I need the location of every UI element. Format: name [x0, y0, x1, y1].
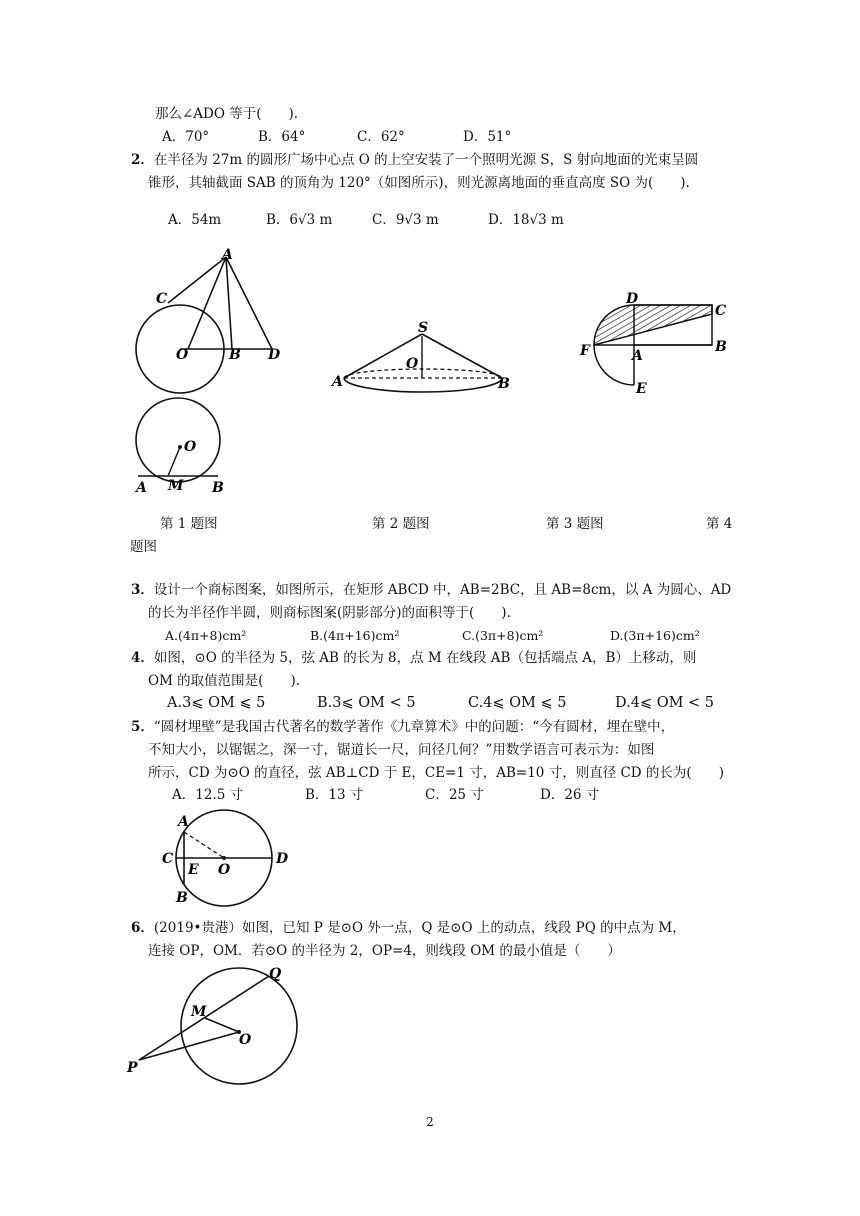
- f5-label-c: C: [162, 851, 174, 867]
- q4-stem-line1: 4．如图，⊙O 的半径为 5，弦 AB 的长为 8，点 M 在线段 AB（包括端点 A，B）上移动，则: [131, 650, 697, 666]
- f3-label-a: A: [632, 348, 643, 364]
- q1-option-a: A．70°: [162, 129, 210, 145]
- f4-label-b: B: [212, 480, 224, 496]
- q5-stem-line1: 5．“圆材埋壁”是我国古代著名的数学著作《九章算术》中的问题：“今有圆材，埋在壁中，: [131, 719, 675, 735]
- caption-fig3: 第 3 题图: [546, 516, 604, 532]
- f1-label-o: O: [176, 347, 189, 363]
- q5-stem-line3: 所示，CD 为⊙O 的直径，弦 AB⊥CD 于 E，CE=1 寸，AB=10 寸，则直径 CD 的长为( ): [148, 765, 724, 781]
- q1-option-d: D．51°: [463, 129, 512, 145]
- q2-stem-line2: 锥形，其轴截面 SAB 的顶角为 120°（如图所示)，则光源离地面的垂直高度 SO 为( ).: [148, 175, 690, 191]
- f6-label-m: M: [191, 1004, 207, 1020]
- f1-label-d: D: [268, 347, 281, 363]
- f4-label-m: M: [168, 478, 184, 494]
- q3-number: 3．: [131, 582, 154, 598]
- figure-1-tangent: [130, 245, 290, 395]
- q5-stem-line2: 不知大小，以锯锯之，深一寸，锯道长一尺，问径几何？”用数学语言可表示为：如图: [148, 742, 655, 758]
- f2-label-o: O: [406, 356, 419, 372]
- q4-number: 4．: [131, 650, 154, 666]
- f5-label-b: B: [176, 890, 188, 906]
- q5-option-d: D．26 寸: [540, 787, 600, 803]
- q3-stem-line2: 的长为半径作半圆，则商标图案(阴影部分)的面积等于( ).: [148, 605, 511, 621]
- q4-stem-line2: OM 的取值范围是( ).: [148, 673, 301, 689]
- q3-option-b: B.(4π+16)cm²: [310, 628, 400, 643]
- f5-label-a: A: [178, 814, 189, 830]
- f3-label-c: C: [715, 303, 727, 319]
- q4-option-b: B.3⩽ OM < 5: [317, 695, 416, 711]
- figure-4-chord: [128, 400, 238, 495]
- q2-stem-line1: 2．在半径为 27m 的圆形广场中心点 O 的上空安装了一个照明光源 S，S 射向地面的光束呈圆: [131, 152, 699, 168]
- f2-label-s: S: [418, 320, 429, 336]
- f4-label-o: O: [184, 439, 197, 455]
- caption-fig1: 第 1 题图: [160, 516, 218, 532]
- q4-option-c: C.4⩽ OM ⩽ 5: [468, 695, 567, 711]
- f2-label-b: B: [498, 376, 510, 392]
- f3-label-f: F: [580, 343, 590, 359]
- f4-label-a: A: [136, 480, 147, 496]
- caption-fig4-part1: 第 4: [706, 516, 733, 532]
- q4-option-a: A.3⩽ OM ⩽ 5: [167, 695, 266, 711]
- figure-2-cone: [330, 318, 520, 398]
- f1-label-b: B: [229, 347, 241, 363]
- q6-stem-line2: 连接 OP，OM．若⊙O 的半径为 2，OP=4，则线段 OM 的最小值是（ ）: [148, 943, 621, 959]
- f3-label-e: E: [636, 381, 647, 397]
- f5-label-d: D: [276, 851, 289, 867]
- q6-stem-line1: 6．(2019•贵港）如图，已知 P 是⊙O 外一点，Q 是⊙O 上的动点，线段 PQ 的中点为 M，: [131, 920, 686, 936]
- q6-number: 6．: [131, 920, 154, 936]
- q3-stem-line1: 3．设计一个商标图案，如图所示，在矩形 ABCD 中，AB=2BC，且 AB=8cm，以 A 为圆心、AD: [131, 582, 732, 598]
- f3-label-d: D: [626, 291, 639, 307]
- f3-label-b: B: [715, 339, 727, 355]
- f5-label-o: O: [218, 862, 231, 878]
- q3-option-d: D.(3π+16)cm²: [610, 628, 700, 643]
- q1-option-b: B．64°: [258, 129, 306, 145]
- page-number: 2: [426, 1115, 434, 1129]
- f1-label-a: A: [222, 247, 233, 263]
- q5-option-a: A．12.5 寸: [172, 787, 244, 803]
- q3-option-c: C.(3π+8)cm²: [462, 628, 544, 643]
- figure-3-shaded-logo: [570, 288, 740, 403]
- caption-fig4-part2: 题图: [130, 539, 157, 555]
- caption-fig2: 第 2 题图: [372, 516, 430, 532]
- q2-option-d: D．18√3 m: [488, 212, 564, 228]
- f6-label-q: Q: [269, 966, 282, 982]
- f6-label-p: P: [127, 1060, 138, 1076]
- q3-option-a: A.(4π+8)cm²: [165, 628, 247, 643]
- f5-label-e: E: [188, 862, 199, 878]
- f1-label-c: C: [156, 291, 168, 307]
- q2-option-c: C．9√3 m: [372, 212, 439, 228]
- q5-number: 5．: [131, 719, 154, 735]
- figure-5-round-timber: [158, 808, 298, 913]
- q4-option-d: D.4⩽ OM < 5: [615, 695, 715, 711]
- q1-stem-tail: 那么∠ADO 等于( ).: [155, 106, 299, 122]
- q2-option-a: A．54m: [168, 212, 222, 228]
- f6-label-o: O: [239, 1032, 252, 1048]
- q5-option-c: C．25 寸: [425, 787, 484, 803]
- q1-option-c: C．62°: [357, 129, 405, 145]
- q2-option-b: B．6√3 m: [266, 212, 333, 228]
- q5-option-b: B．13 寸: [305, 787, 364, 803]
- f2-label-a: A: [332, 374, 343, 390]
- q2-number: 2．: [131, 152, 154, 168]
- figure-6-midpoint: [125, 960, 310, 1090]
